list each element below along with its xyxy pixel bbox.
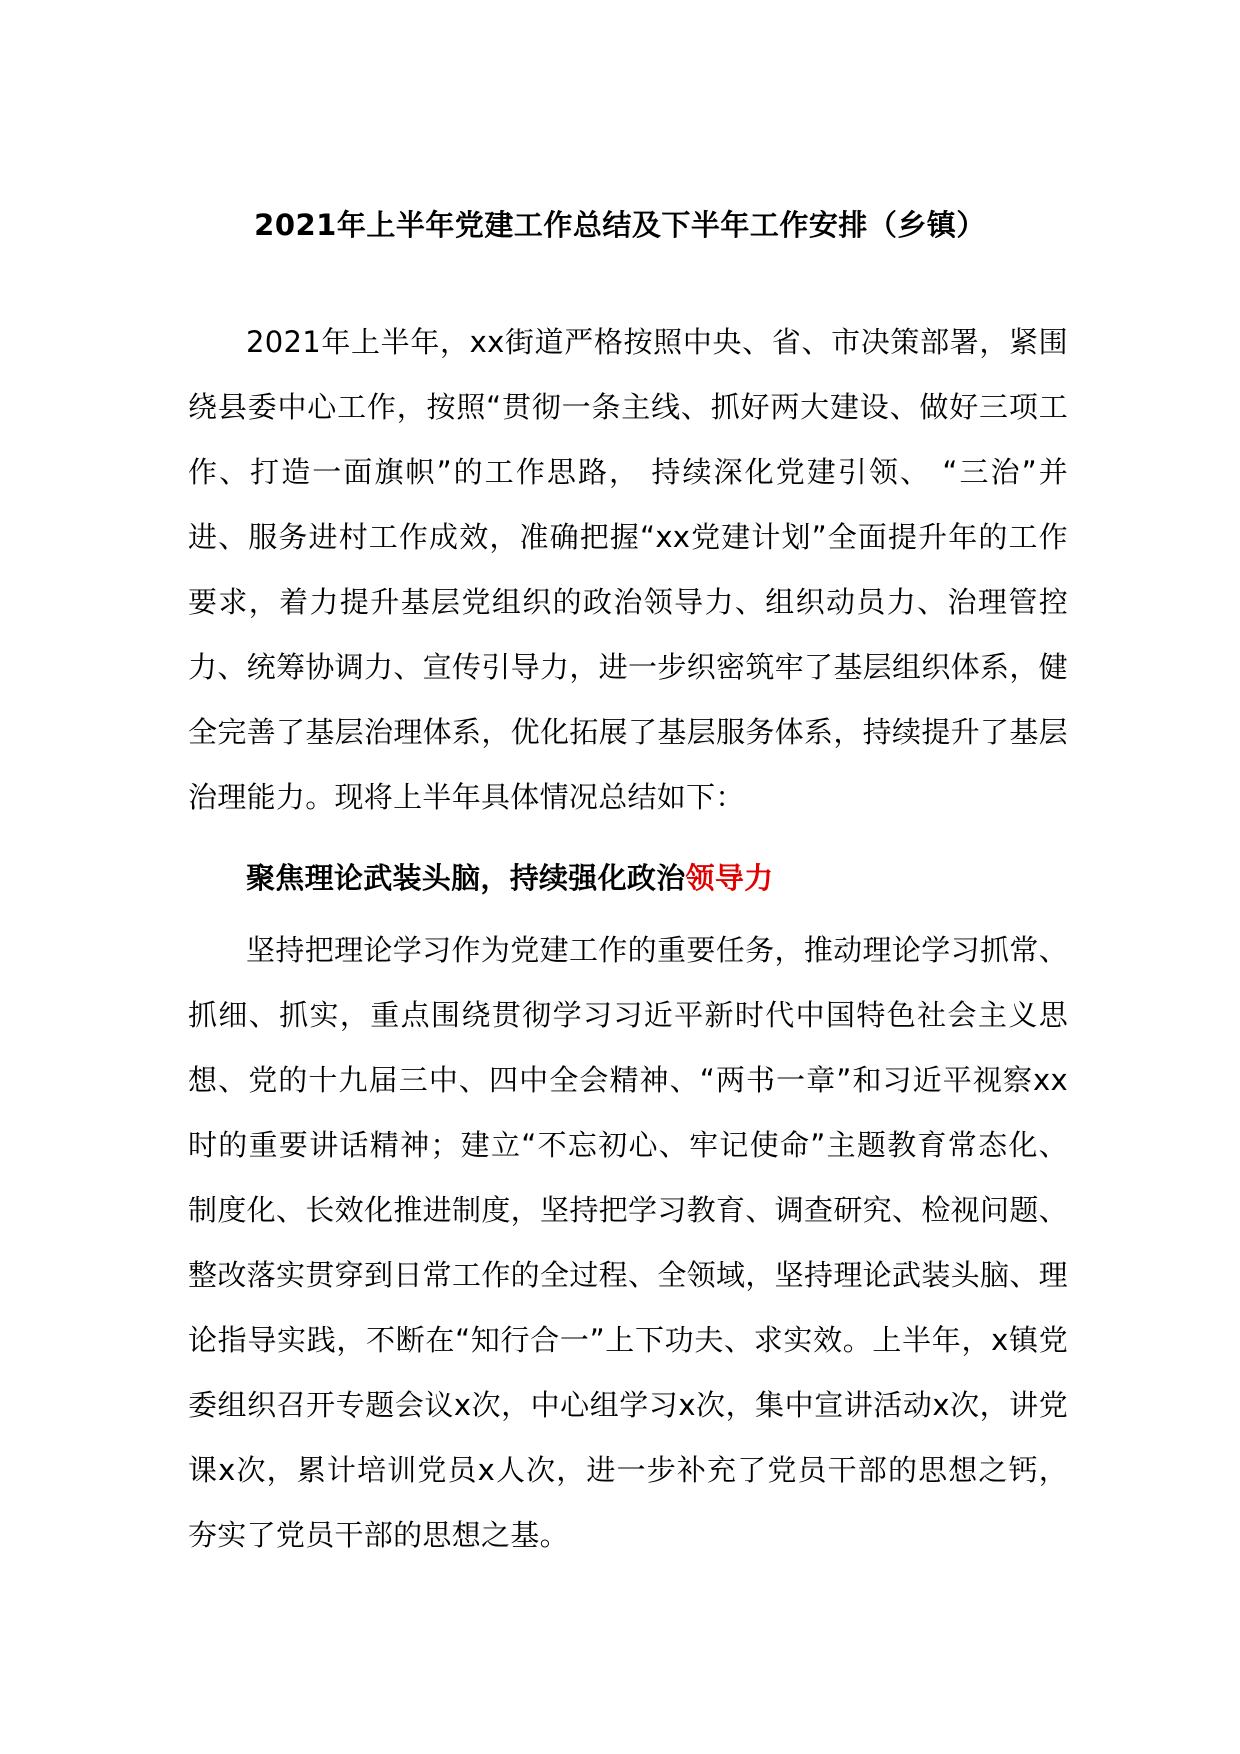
section-heading-1 bbox=[246, 853, 773, 903]
body-paragraph-2: 坚持把理论学习作为党建工作的重要任务，推动理论学习抓常、抓细、抓实，重点围绕贯彻学习习近平新时代中国特色社会主义思想、党的十九届三中、四中全会精神、“两书一章”和习近平视察xx时的重要讲话精神；建立“不忘初心、牢记使命”主题教育常态化、制度化、长效化推进制度，坚持把学习教育、调查研究、检视问题、整改落实贯穿到日常工作的全过程、全领域，坚持理论武装头脑、理论指导实践，不断在“知行合一”上下功夫、求实效。上半年，x镇党委组织召开专题会议x次，中心组学习x次，集中宣讲活动x次，讲党课x次，累计培训党员x人次，进一步补充了党员干部的思想之钙，夯实了党员干部的思想之基。 bbox=[188, 933, 1068, 1552]
document-title: 2021年上半年党建工作总结及下半年工作安排（乡镇） bbox=[254, 208, 986, 242]
section-heading-1-highlight: 领导力 bbox=[685, 861, 774, 895]
section-heading-1-text: 聚焦理论武装头脑，持续强化政治 bbox=[246, 861, 686, 895]
body-paragraph-1: 2021年上半年，xx街道严格按照中央、省、市决策部署，紧围绕县委中心工作，按照“贯彻一条主线、抓好两大建设、做好三项工作、打造一面旗帜”的工作思路， 持续深化党建引领、 “三治”并进、服务进村工作成效，准确把握“xx党建计划”全面提升年的工作要求，着力提升基层党组织的政治领导力、组织动员力、治理管控力、统筹协调力、宣传引导力，进一步织密筑牢了基层组织体系，健全完善了基层治理体系，优化拓展了基层服务体系，持续提升了基层治理能力。现将上半年具体情况总结如下： bbox=[188, 325, 1068, 814]
